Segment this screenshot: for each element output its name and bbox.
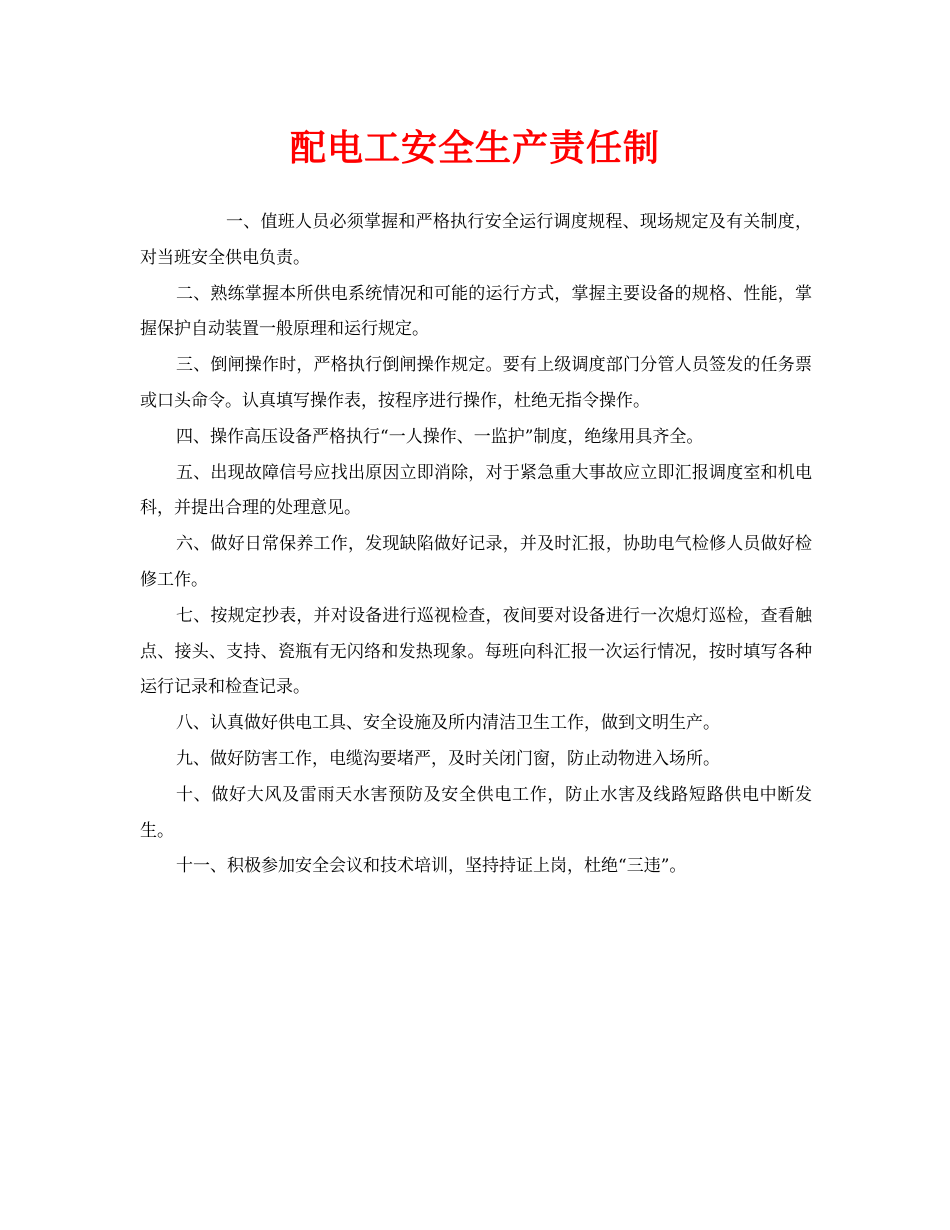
paragraph-4: 四、操作高压设备严格执行“一人操作、一监护”制度，绝缘用具齐全。 <box>176 426 704 447</box>
paragraph-7: 七、按规定抄表，并对设备进行巡视检查，夜间要对设备进行一次熄灯巡检，查看触点、接头、支持、瓷瓶有无闪络和发热现象。每班向科汇报一次运行情况，按时填写各种运行记录和检查记录。 <box>140 605 812 698</box>
paragraph-11: 十一、积极参加安全会议和技术培训，坚持持证上岗，杜绝“三违”。 <box>176 856 687 877</box>
paragraph-6: 六、做好日常保养工作，发现缺陷做好记录，并及时汇报，协助电气检修人员做好检修工作。 <box>140 534 812 590</box>
paragraph-1: 一、值班人员必须掌握和严格执行安全运行调度规程、现场规定及有关制度，对当班安全供电负责。 <box>140 212 812 268</box>
document-body <box>140 205 812 885</box>
paragraph-8: 八、认真做好供电工具、安全设施及所内清洁卫生工作，做到文明生产。 <box>176 713 720 734</box>
paragraph-9: 九、做好防害工作，电缆沟要堵严，及时关闭门窗，防止动物进入场所。 <box>176 748 720 769</box>
paragraph-2: 二、熟练掌握本所供电系统情况和可能的运行方式，掌握主要设备的规格、性能，掌握保护自动装置一般原理和运行规定。 <box>140 283 812 340</box>
paragraph-3: 三、倒闸操作时，严格执行倒闸操作规定。要有上级调度部门分管人员签发的任务票或口头命令。认真填写操作表，按程序进行操作，杜绝无指令操作。 <box>140 355 812 411</box>
document-title: 配电工安全生产责任制 <box>289 127 660 169</box>
paragraph-5: 五、出现故障信号应找出原因立即消除，对于紧急重大事故应立即汇报调度室和机电科，并提出合理的处理意见。 <box>140 462 812 519</box>
paragraph-10: 十、做好大风及雷雨天水害预防及安全供电工作，防止水害及线路短路供电中断发生。 <box>140 784 812 841</box>
